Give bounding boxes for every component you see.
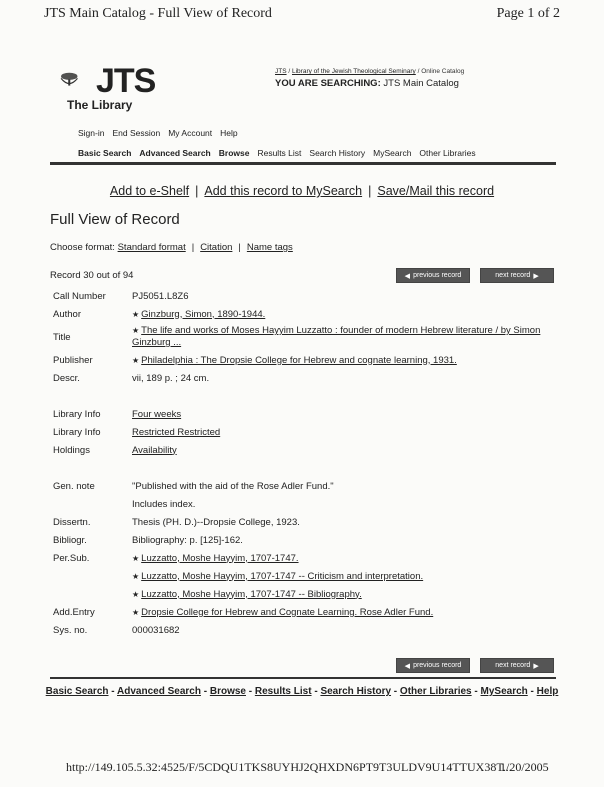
footer-browse[interactable]: Browse xyxy=(209,686,246,697)
help-link[interactable]: Help xyxy=(220,128,238,138)
field-label: Gen. note xyxy=(53,480,95,492)
availability-link[interactable]: Availability xyxy=(132,444,177,456)
add-to-eshelf-link[interactable]: Add to e-Shelf xyxy=(109,184,190,198)
footer-help[interactable]: Help xyxy=(536,686,559,697)
star-icon: ★ xyxy=(132,355,140,365)
field-value: Thesis (PH. D.)--Dropsie College, 1923. xyxy=(132,516,300,528)
star-icon: ★ xyxy=(132,571,140,581)
footer-divider xyxy=(50,677,556,679)
action-sep: | xyxy=(368,184,372,198)
field-label: Sys. no. xyxy=(53,624,88,636)
table-row xyxy=(50,477,556,495)
table-row xyxy=(50,323,556,351)
footer-results-list[interactable]: Results List xyxy=(254,686,312,697)
star-icon: ★ xyxy=(132,553,140,563)
title-link-line1[interactable]: The life and works of Moses Hayyim Luzzatto : founder of modern Hebrew literature / by Simon xyxy=(141,325,541,336)
breadcrumb-sep: / xyxy=(286,68,292,75)
table-row xyxy=(50,369,556,387)
author-link[interactable]: Ginzburg, Simon, 1890-1944. xyxy=(141,308,266,320)
table-row xyxy=(50,603,556,621)
table-row xyxy=(50,495,556,513)
right-arrow-icon: ▶ xyxy=(533,662,539,670)
top-links xyxy=(78,128,238,138)
table-row xyxy=(50,531,556,549)
citation-link[interactable]: Citation xyxy=(200,242,233,253)
page-title: Full View of Record xyxy=(50,211,180,228)
title-link-line2[interactable]: Ginzburg ... xyxy=(132,337,182,348)
nav-browse[interactable]: Browse xyxy=(218,148,250,158)
subject-link[interactable]: Luzzatto, Moshe Hayyim, 1707-1747. xyxy=(141,552,299,564)
breadcrumb-jts[interactable]: JTS xyxy=(275,68,287,75)
subject-link[interactable]: Luzzatto, Moshe Hayyim, 1707-1747 -- Bibliography. xyxy=(141,588,362,600)
publisher-link[interactable]: Philadelphia : The Dropsie College for Hebrew and cognate learning, 1931. xyxy=(141,354,457,366)
left-arrow-icon: ◀ xyxy=(404,662,411,670)
star-icon: ★ xyxy=(132,589,140,599)
record-table xyxy=(50,287,556,639)
header-divider xyxy=(50,162,556,165)
field-value: Bibliography: p. [125]-162. xyxy=(132,534,243,546)
footer-advanced-search[interactable]: Advanced Search xyxy=(117,686,201,697)
format-sep: | xyxy=(191,242,195,253)
my-account-link[interactable]: My Account xyxy=(168,128,213,138)
field-label: Author xyxy=(53,308,81,320)
breadcrumb xyxy=(275,68,464,75)
field-label: Publisher xyxy=(53,354,93,366)
standard-format-link[interactable]: Standard format xyxy=(117,242,186,253)
nav-results-list[interactable]: Results List xyxy=(257,148,302,158)
record-count: Record 30 out of 94 xyxy=(50,270,134,281)
format-label: Choose format: xyxy=(50,242,115,253)
logo-subtitle: The Library xyxy=(67,98,133,112)
field-label: Descr. xyxy=(53,372,80,384)
field-label: Bibliogr. xyxy=(53,534,87,546)
field-label: Title xyxy=(53,331,71,343)
star-icon: ★ xyxy=(132,309,140,319)
breadcrumb-library[interactable]: Library of the Jewish Theological Seminary xyxy=(291,68,416,75)
breadcrumb-online-catalog: / Online Catalog xyxy=(415,68,465,75)
format-chooser xyxy=(50,242,293,253)
next-record-button[interactable]: next record ▶ xyxy=(480,268,554,283)
table-row xyxy=(50,549,556,567)
add-to-mysearch-link[interactable]: Add this record to MySearch xyxy=(204,184,363,198)
print-header-page: Page 1 of 2 xyxy=(496,6,560,21)
nav-other-libraries[interactable]: Other Libraries xyxy=(419,148,476,158)
table-row xyxy=(50,287,556,305)
field-label: Dissertn. xyxy=(53,516,91,528)
table-row xyxy=(50,405,556,423)
save-mail-link[interactable]: Save/Mail this record xyxy=(377,184,495,198)
end-session-link[interactable]: End Session xyxy=(112,128,161,138)
record-actions xyxy=(0,184,604,198)
print-footer-url: http://149.105.5.32:4525/F/5CDQU1TKS8UYHJ2QHXDN6PT9T3ULDV9U14TTUX38T... xyxy=(66,760,512,774)
table-row xyxy=(50,351,556,369)
table-row xyxy=(50,513,556,531)
field-value: "Published with the aid of the Rose Adler Fund." xyxy=(132,480,334,492)
logo-text: JTS xyxy=(96,62,156,100)
right-arrow-icon: ▶ xyxy=(533,272,539,280)
print-header-title: JTS Main Catalog - Full View of Record xyxy=(44,6,272,21)
footer-nav: Basic Search - Advanced Search - Browse - Results List - Search History - Other Libraries - MySearch - Help xyxy=(45,686,559,697)
footer-mysearch[interactable]: MySearch xyxy=(480,686,528,697)
menorah-logo-icon xyxy=(60,68,96,98)
table-row xyxy=(50,305,556,323)
searching-banner xyxy=(275,78,459,89)
table-row xyxy=(50,585,556,603)
field-value: PJ5051.L8Z6 xyxy=(132,290,189,302)
field-label: Holdings xyxy=(53,444,90,456)
previous-record-button[interactable]: ◀ previous record xyxy=(396,268,470,283)
library-info-link[interactable]: Four weeks xyxy=(132,408,182,420)
field-label: Add.Entry xyxy=(53,606,95,618)
field-value: Includes index. xyxy=(132,498,196,510)
library-info-link[interactable]: Restricted Restricted xyxy=(132,426,221,438)
star-icon: ★ xyxy=(132,326,140,335)
searching-value: JTS Main Catalog xyxy=(383,78,459,89)
field-value: 000031682 xyxy=(132,624,180,636)
table-row xyxy=(50,621,556,639)
print-footer-date: 1/20/2005 xyxy=(500,760,549,774)
format-sep: | xyxy=(238,242,241,253)
sign-in-link[interactable]: Sign-in xyxy=(78,128,105,138)
name-tags-link[interactable]: Name tags xyxy=(246,242,293,253)
nav-advanced-search[interactable]: Advanced Search xyxy=(139,148,211,158)
field-label: Library Info xyxy=(53,408,101,420)
star-icon: ★ xyxy=(132,607,140,617)
action-sep: | xyxy=(195,184,199,198)
field-label: Call Number xyxy=(53,290,106,302)
searching-label: YOU ARE SEARCHING: xyxy=(275,78,381,89)
field-label: Library Info xyxy=(53,426,101,438)
previous-record-button-bottom[interactable]: ◀ previous record xyxy=(396,658,470,673)
footer-search-history[interactable]: Search History xyxy=(320,686,392,697)
added-entry-link[interactable]: Dropsie College for Hebrew and Cognate Learning. Rose Adler Fund. xyxy=(141,606,434,618)
field-value: vii, 189 p. ; 24 cm. xyxy=(132,372,210,384)
footer-other-libraries[interactable]: Other Libraries xyxy=(399,686,472,697)
main-nav xyxy=(78,148,476,158)
field-label: Per.Sub. xyxy=(53,552,90,564)
table-row xyxy=(50,567,556,585)
subject-link[interactable]: Luzzatto, Moshe Hayyim, 1707-1747 -- Criticism and interpretation. xyxy=(141,570,424,582)
nav-basic-search[interactable]: Basic Search xyxy=(78,148,132,158)
footer-basic-search[interactable]: Basic Search xyxy=(45,686,109,697)
table-row xyxy=(50,423,556,441)
next-record-button-bottom[interactable]: next record ▶ xyxy=(480,658,554,673)
table-row xyxy=(50,441,556,459)
nav-search-history[interactable]: Search History xyxy=(309,148,366,158)
left-arrow-icon: ◀ xyxy=(404,272,411,280)
nav-mysearch[interactable]: MySearch xyxy=(373,148,412,158)
